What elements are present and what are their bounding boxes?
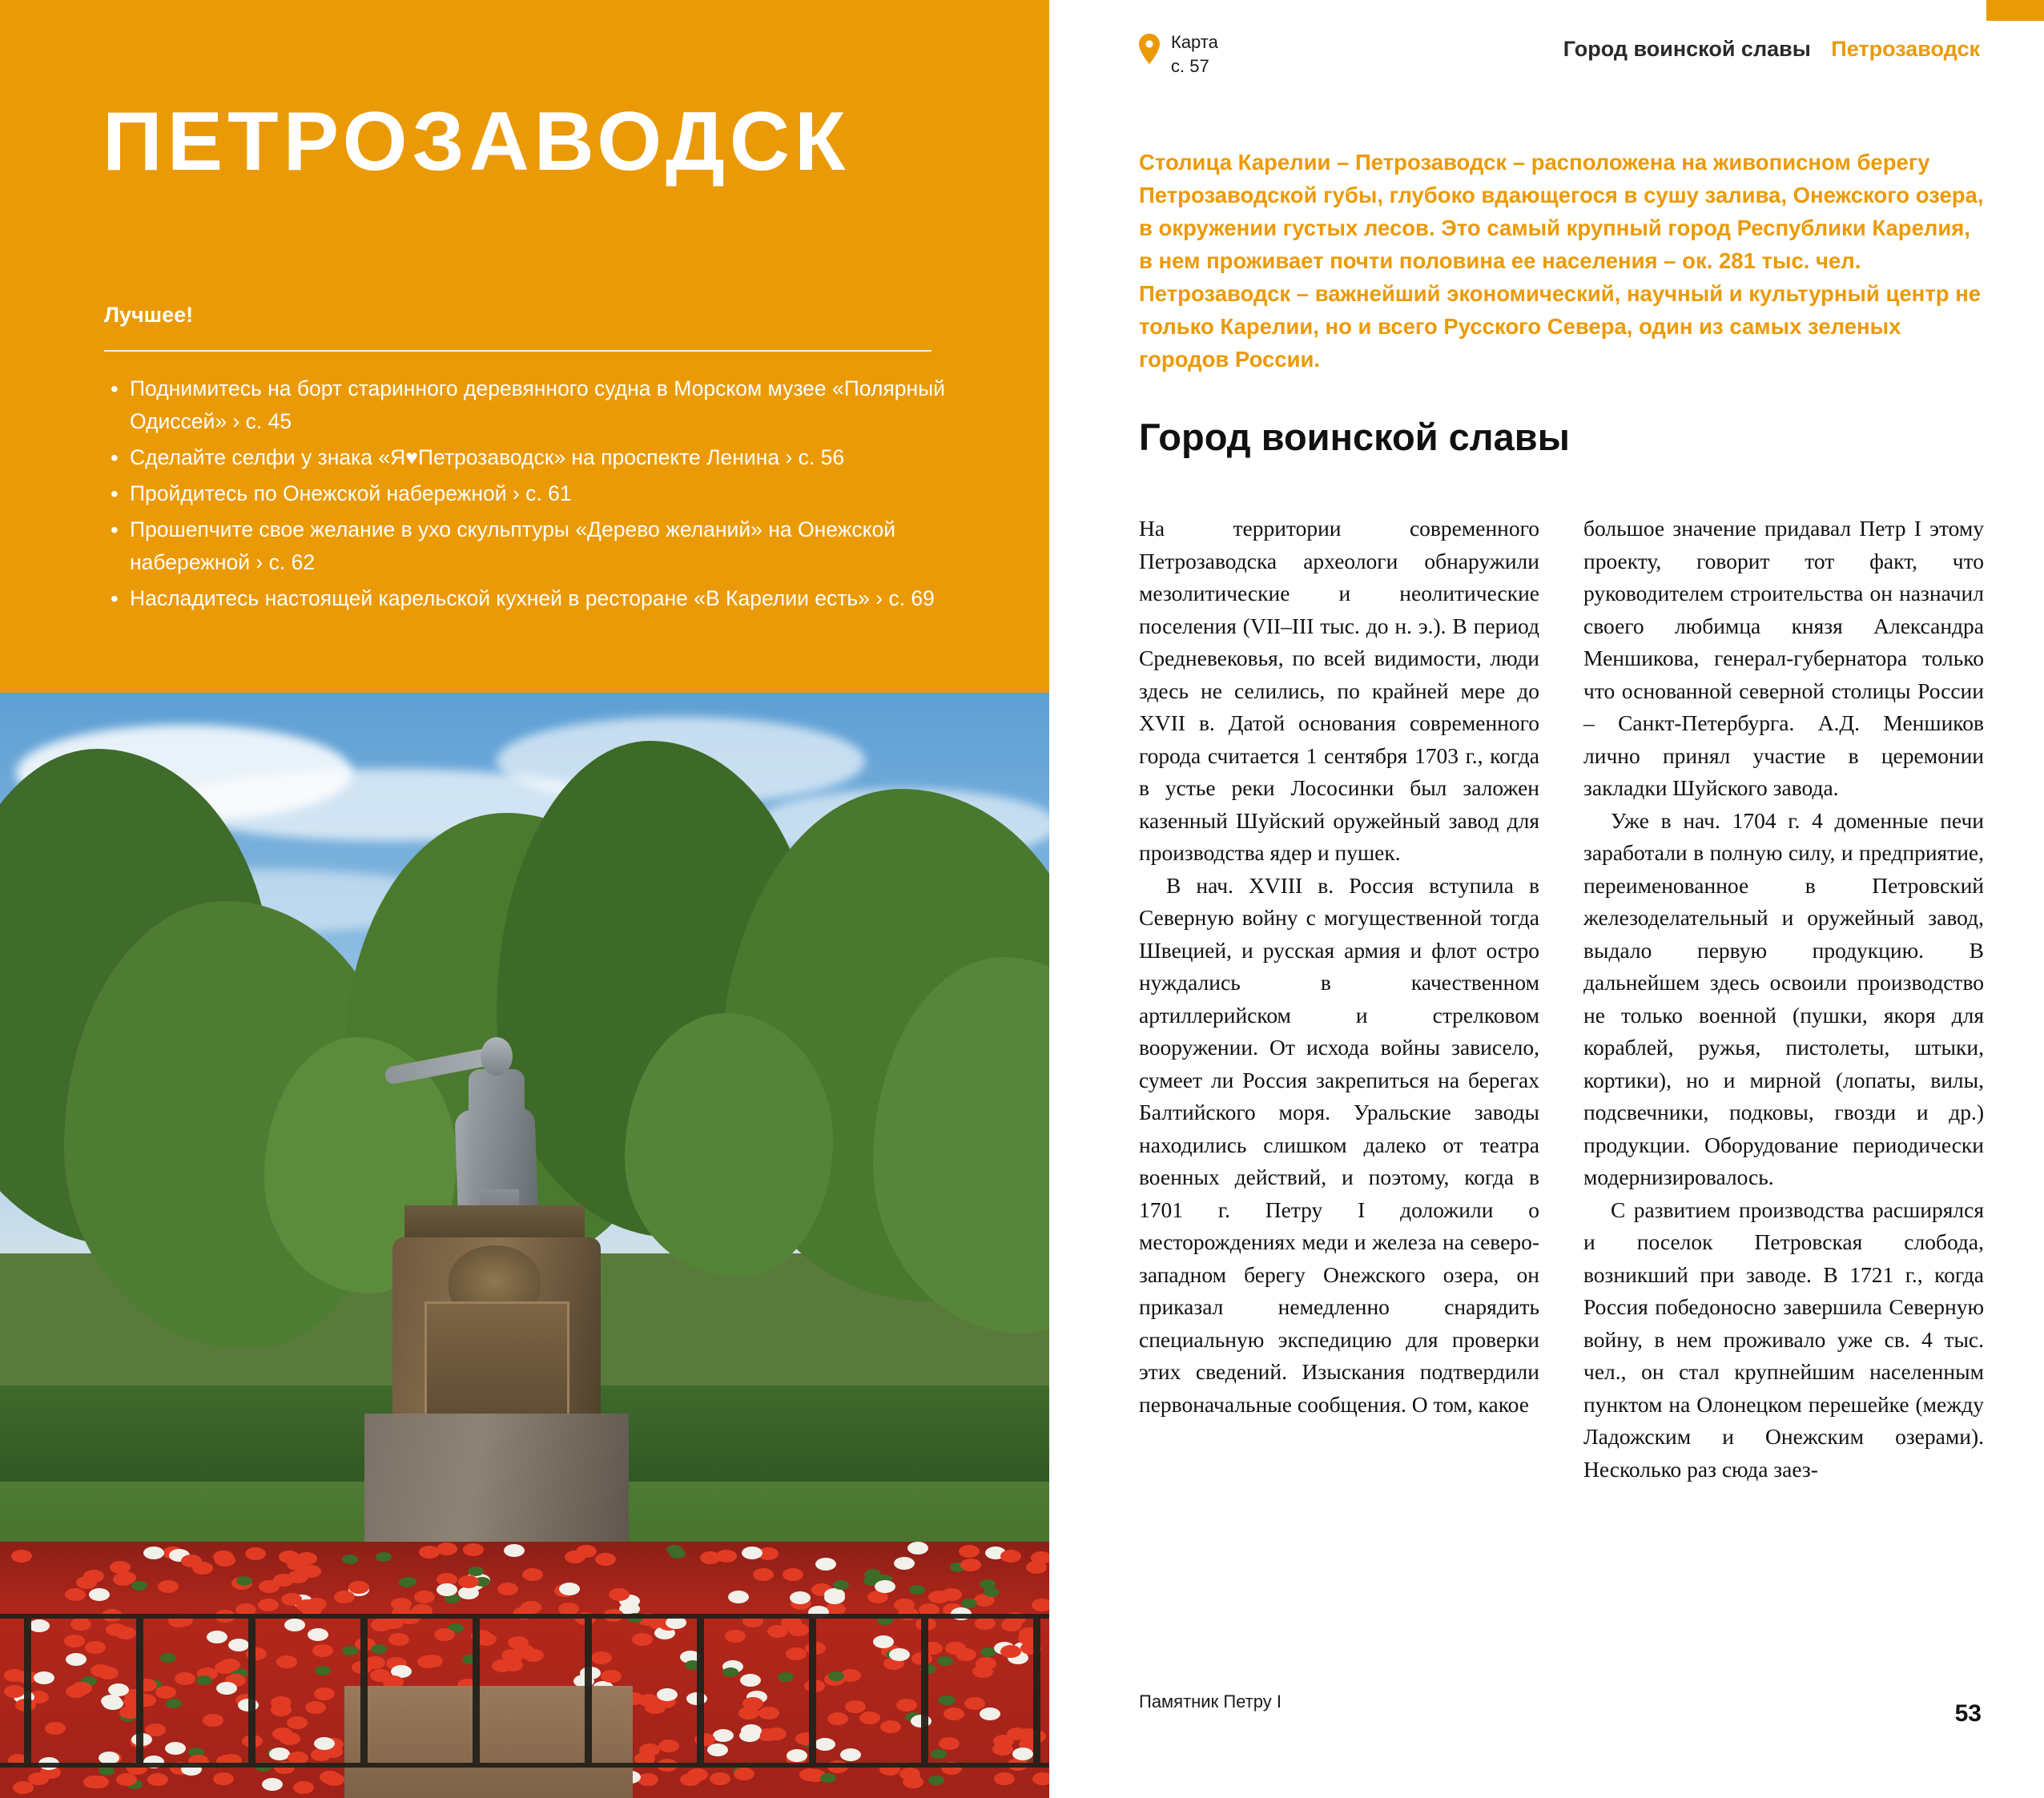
photo-caption: Памятник Петру I [1139,1691,1282,1712]
paragraph: большое значение придавал Петр I этому проекту, говорит тот факт, что руководителем строительства он назначил своего любимца князя Александра Меншикова, генерал-губернатора только что основанной северной столицы России – Санкт-Петербурга. А.Д. Меншиков лично принял участие в церемонии закладки Шуйского завода. [1583,516,1984,800]
divider [104,350,931,352]
best-of-heading: Лучшее! [104,303,194,327]
map-ref-line2: с. 57 [1171,56,1209,76]
running-header-city: Петрозаводск [1831,37,1980,61]
pedestal-plaque [424,1301,569,1426]
map-reference-text [1171,30,1218,78]
list-item: • Сделайте селфи у знака «Я♥Петрозаводск» на проспекте Ленина › с. 56 [104,441,945,474]
paragraph: Уже в нач. 1704 г. 4 доменные печи заработали в полную силу, и предприятие, переименованное в Петровский железоделательный и оружейный завод, выдало первую продукцию. В дальнейшем здесь освоили производство не только военной (пушки, якоря для кораблей, ружья, пистолеты, штыки, кортики), но и мирной (лопаты, вилы, подсвечники, подковы, гвозди и др.) продукции. Оборудование периодически модернизировалось. [1583,807,1984,1189]
statue-head [481,1037,513,1076]
section-title: Город воинской славы [1139,416,1570,458]
map-ref-line1: Карта [1171,32,1218,52]
paragraph: С развитием производства расширялся и поселок Петровская слобода, возникший при заводе. В 1721 г., когда Россия победоносно завершила Северную войну, в нем проживало уже св. 4 тыс. чел., он стал крупнейшим населенным пунктом на Олонецком перешейке (между Ладожским и Онежским озерами). Несколько раз сюда заез- [1583,1197,1984,1482]
list-item: • Пройдитесь по Онежской набережной › с. 61 [104,477,945,510]
map-reference[interactable] [1139,30,1218,78]
body-column-left [1139,513,1539,1421]
orange-intro-panel [0,0,1049,693]
best-of-list [104,372,945,618]
running-header-section: Город воинской славы [1563,37,1811,61]
page-title: ПЕТРОЗАВОДСК [103,95,851,188]
list-item: • Прошепчите свое желание в ухо скульптуры «Дерево желаний» на Онежской набережной › с. 62 [104,513,945,579]
list-item: • Насладитесь настоящей карельской кухней в ресторане «В Карелии есть» › с. 69 [104,582,945,615]
photo-monument-peter-the-great [0,693,1049,1798]
right-page [1049,0,2044,1798]
list-item: • Поднимитесь на борт старинного деревянного судна в Морском музее «Полярный Одиссей» › с. 45 [104,372,945,438]
paragraph: На территории современного Петрозаводска археологи обнаружили мезолитические и неолитические поселения (VII–III тыс. до н. э.). В период Средневековья, по всей видимости, люди здесь не селились, по крайней мере до XVII в. Датой основания современного города считается 1 сентября 1703 г., когда в устье реки Лососинки был заложен казенный Шуйский оружейный завод для производства ядер и пушек. [1139,516,1539,865]
running-header [1563,37,1980,62]
lead-paragraph: Столица Карелии – Петрозаводск – расположена на живописном берегу Петрозаводской губы, глубоко вдающегося в сушу залива, Онежского озера, в окружении густых лесов. Это самый крупный город Республики Карелия, в нем проживает почти половина ее населения – ок. 281 тыс. чел. Петрозаводск – важнейший экономический, научный и культурный центр не только Карелии, но и всего Русского Севера, один из самых зеленых городов России. [1139,150,1984,372]
map-pin-icon [1139,34,1160,64]
page-number: 53 [1954,1700,1982,1727]
corner-accent-tab [1986,0,2044,21]
photo-fence [0,1614,1049,1768]
body-column-right [1583,513,1984,1486]
photo-tree [625,1013,833,1277]
paragraph: В нач. XVIII в. Россия вступила в Северную войну с могущественной тогда Швецией, и русская армия и флот остро нуждались в качественном артиллерийском и стрелковом вооружении. От исхода войны зависело, сумеет ли Россия закрепиться на берегах Балтийского моря. Уральские заводы находились слишком далеко от театра военных действий, и поэтому, когда в 1701 г. Петру I доложили о месторождениях меди и железа на северо-западном берегу Онежского озера, он приказал немедленно снарядить специальную экспедицию для проверки этих сведений. Изыскания подтвердили первоначальные сообщения. О том, какое [1139,872,1539,1417]
